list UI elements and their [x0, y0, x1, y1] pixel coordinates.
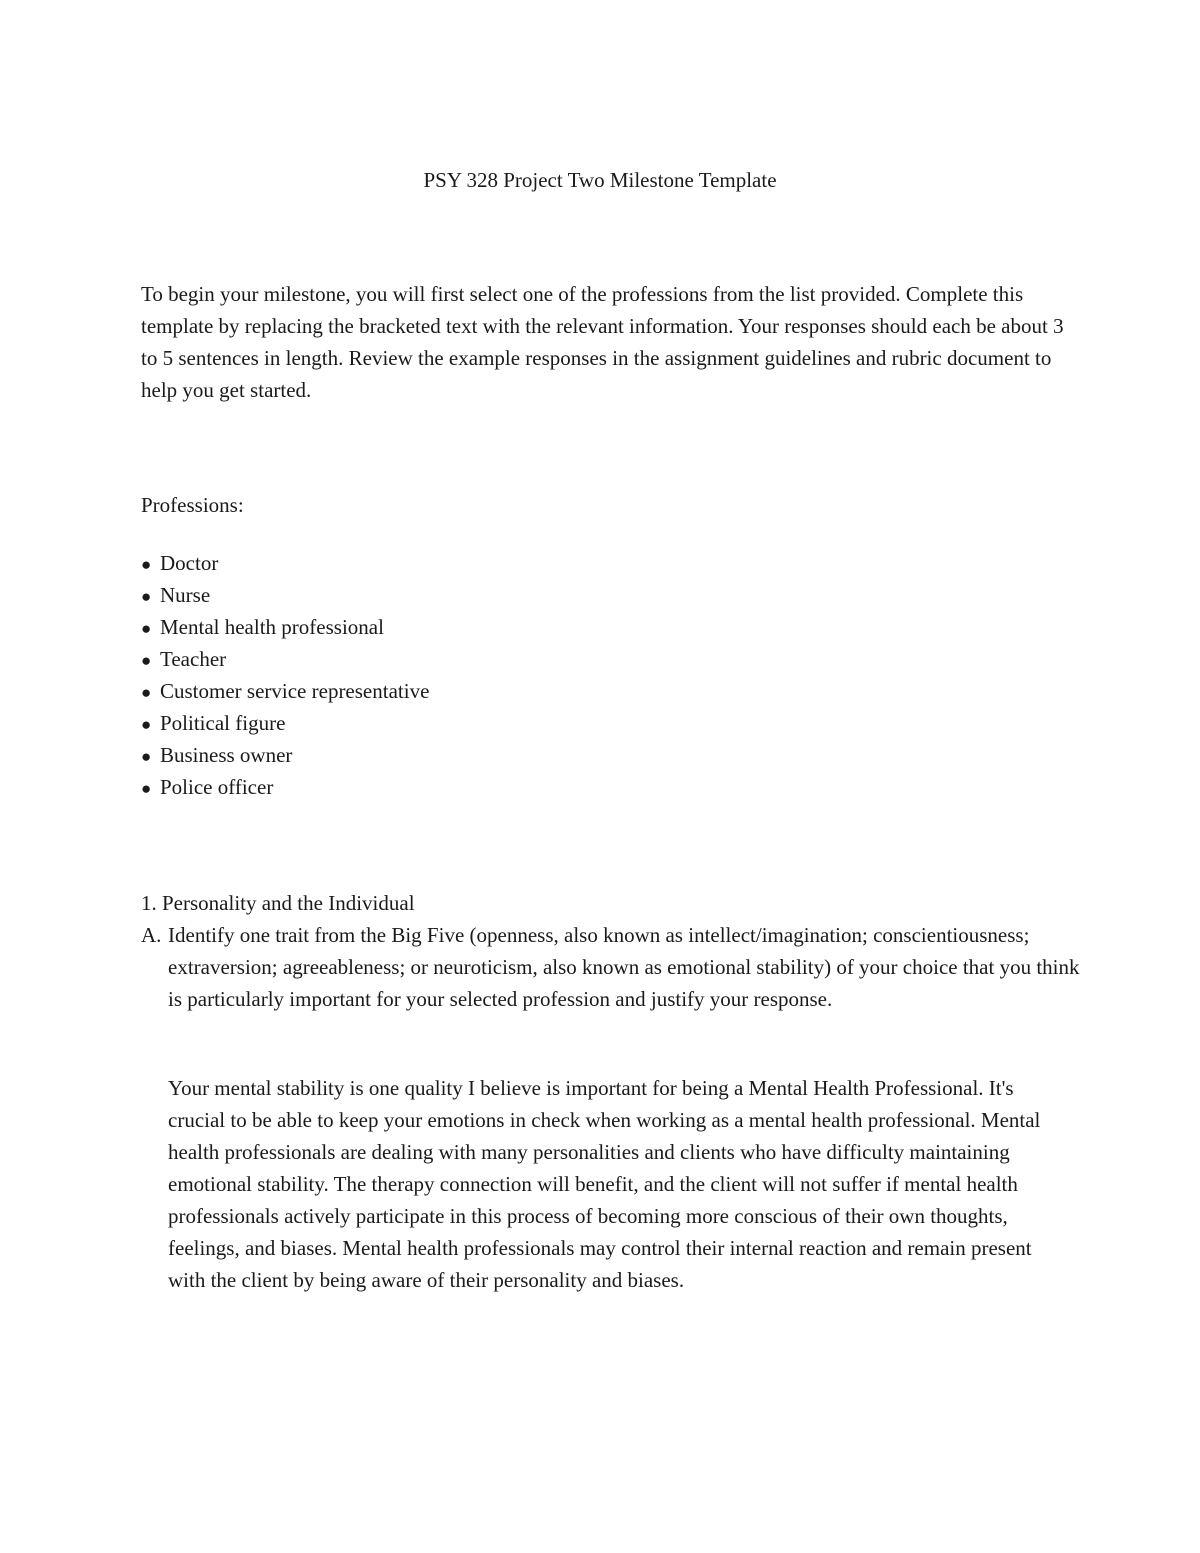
- bullet-icon: ●: [141, 683, 152, 702]
- bullet-icon: ●: [141, 779, 152, 798]
- profession-label: Doctor: [160, 551, 219, 575]
- profession-label: Mental health professional: [160, 615, 384, 639]
- list-item: [141, 611, 429, 643]
- list-item: [141, 643, 429, 675]
- list-item: [141, 739, 429, 771]
- intro-paragraph: To begin your milestone, you will first select one of the professions from the list provided. Complete this template by replacing the bracketed text with the relevant information. Your responses should each be about 3 to 5 sentences in length. Review the example responses in the assignment guidelines and rubric document to help you get started.: [141, 282, 1064, 402]
- bullet-icon: ●: [141, 555, 152, 574]
- profession-label: Business owner: [160, 743, 293, 767]
- list-item: [141, 771, 429, 803]
- list-item: [141, 547, 429, 579]
- bullet-icon: ●: [141, 587, 152, 606]
- profession-label: Police officer: [160, 775, 274, 799]
- question-paragraph: [141, 919, 1098, 1015]
- question-letter: A.: [141, 923, 162, 947]
- profession-label: Political figure: [160, 711, 286, 735]
- bullet-icon: ●: [141, 651, 152, 670]
- profession-label: Nurse: [160, 583, 211, 607]
- bullet-icon: ●: [141, 747, 152, 766]
- profession-label: Customer service representative: [160, 679, 430, 703]
- bullet-icon: ●: [141, 619, 152, 638]
- list-item: [141, 675, 429, 707]
- professions-list: [141, 547, 429, 803]
- answer-paragraph: Your mental stability is one quality I believe is important for being a Mental Health Professional. It's crucial to be able to keep your emotions in check when working as a mental health professional. Mental health professionals are dealing with many personalities and clients who have difficulty maintaining emotional stability. The therapy connection will benefit, and the client will not suffer if mental health professionals actively participate in this process of becoming more conscious of their own thoughts, feelings, and biases. Mental health professionals may control their internal reaction and remain present with the client by being aware of their personality and biases.: [168, 1076, 1041, 1292]
- bullet-icon: ●: [141, 715, 152, 734]
- section-heading: 1. Personality and the Individual: [141, 891, 415, 915]
- professions-label: Professions:: [141, 493, 244, 517]
- list-item: [141, 707, 429, 739]
- question-text: Identify one trait from the Big Five (openness, also known as intellect/imagination; conscientiousness; extraversion; agreeableness; or neuroticism, also known as emotional stability) of your choice that you think is particularly important for your selected profession and justify your response.: [168, 923, 1080, 1011]
- profession-label: Teacher: [160, 647, 227, 671]
- list-item: [141, 579, 429, 611]
- document-title: PSY 328 Project Two Milestone Template: [423, 168, 777, 192]
